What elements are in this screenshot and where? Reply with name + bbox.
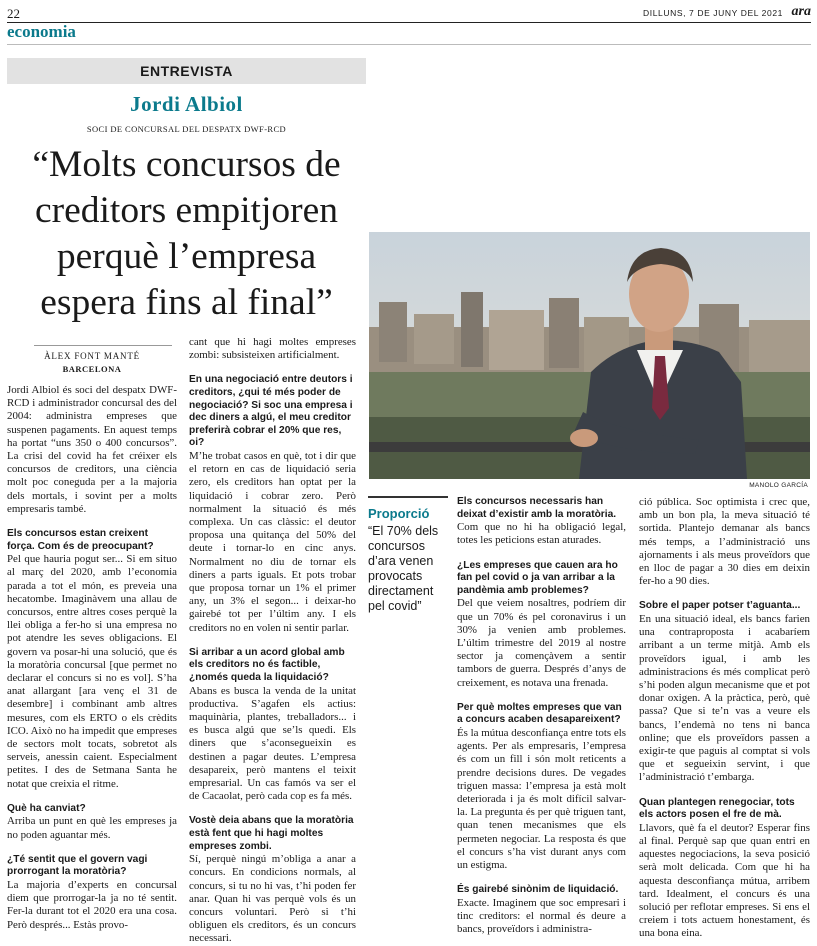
question: ¿Té sentit que el govern vagi prorrogant la moratòria? (7, 853, 148, 878)
answer: Arriba un punt en què les empreses ja no poden aguantar més. (7, 815, 177, 841)
question: Què ha canviat? (7, 802, 86, 814)
answer: Exacte. Imaginem que soc empresari i tinc creditors: el normal és deure a bancs, proveïdors i administra- (457, 896, 626, 936)
answer: La majoria d’experts en concursal diem que prorrogar-la ja no té sentit. Fer-la durant tot el 2020 era una cosa. Però després... Estàs provo- (7, 879, 177, 931)
question: Per què moltes empreses que van a concurs acaben desapareixent? (457, 701, 622, 726)
interview-label: ENTREVISTA (7, 58, 366, 84)
question: Els concursos necessaris han deixat d’existir amb la moratòria. (457, 496, 617, 520)
question: És gairebé sinònim de liquidació. (457, 884, 619, 896)
pull-quote-text: “El 70% dels concursos d’ara venen provocats directament pel covid” (368, 524, 439, 613)
question: Si arribar a un acord global amb els creditors no és factible, ¿només queda la liquidació? (189, 646, 345, 683)
text-column-1 (7, 384, 177, 932)
date-line: DILLUNS, 7 DE JUNY DEL 2021 (643, 8, 783, 18)
text-column-4 (639, 496, 810, 941)
answer: En una situació ideal, els bancs farien una contraproposta i acabaríem arribant a un terme mitjà. Amb els proveïdors igual, i amb les administracions és més complicat però s’hi poden algun mecanisme que et pot donar oxigen. A la pràctica, però, què passa? Que si te’n vas a veure els bancs, l’endemà no tens ni banca online; que els proveïdors passen a exigir-te que paguis al comptat si vols que et segueixin servint, i que l’administració t’embarga. (639, 613, 810, 784)
answer: Sí, perquè ningú m’obliga a anar a concurs. En condicions normals, al concurs, si tu no hi vas, t’hi poden fer anar. Quan hi vas perquè vols és un concurs voluntari. Però si t’hi obliguen els creditors, és un concurs necessari. (189, 853, 356, 945)
text-column-2 (189, 336, 356, 946)
interviewee-role: SOCI DE CONCURSAL DEL DESPATX DWF-RCD (86, 124, 287, 134)
answer: Com que no hi ha obligació legal, totes les peticions estan aturades. (457, 521, 626, 547)
question: Sobre el paper potser t’aguanta... (639, 600, 801, 612)
byline-rule (34, 345, 172, 346)
text-column-3 (457, 496, 626, 936)
photo-illustration (369, 232, 810, 479)
answer: M’he trobat casos en què, tot i dir que el retorn en cas de liquidació seria zero, els creditors han optat per la liquidació i cobrar zero. Però normalment la situació és més complexa. Un cas clàssic: el deutor proposa una quitança del 50% del deute i tornar-lo en cinc anys. Normalment no diu de tornar els diners a parts iguals. Et pots trobar que proposa tornar un 1% el primer any, un 3% el segon... i deixar-ho gairebé tot per l’últim any. I els creditors no en volen ni sentir parlar. (189, 449, 356, 634)
interviewee-name: Jordi Albiol (130, 92, 243, 116)
pull-quote (368, 496, 448, 614)
section-title: economia (7, 22, 76, 41)
interviewee-photo (369, 232, 810, 479)
intro-paragraph: Jordi Albiol és soci del despatx DWF-RCD i administrador concursal des del 2004: administra empreses que suspenen pagaments. En aquest temps ha portat “uns 350 o 400 concursos”. La crisi del covid ha fet créixer els concursos de creditors, una ciència molt poc coneguda per a la majoria dels mortals, i sovint per a molts empresaris també. (7, 384, 177, 515)
page-number: 22 (7, 6, 20, 21)
header-rule (7, 22, 811, 23)
question: ¿Les empreses que cauen ara ho fan pel covid o ja van arribar a la pandèmia amb problemes? (457, 559, 618, 596)
byline-place: BARCELONA (62, 364, 122, 374)
byline-author: ÀLEX FONT MANTÉ (44, 351, 140, 361)
answer: Llavors, què fa el deutor? Esperar fins al final. Perquè sap que quan entri en aquestes negociacions, la seva posició serà molt delicada. Com que hi ha aquesta desconfiança mútua, arribem tard. Idealment, el concurs és una solució per reflotar empreses. Si ens el creiem i tots actuem honestament, és una bona eina. (639, 821, 810, 940)
answer: Pel que hauria pogut ser... Si em situo al març del 2020, amb l’economia parada a tot el món, es preveia una hecatombe. Imaginàvem una allau de concursos, entre altres coses perquè la llei obliga a fer-ho si una empresa no pot atendre les seves obligacions. El govern va posar-hi una solució, que és la moratòria concursal [que permet no declarar el concurs si no es vol]. S’ha anat allargant [ara venç el 31 de desembre] i combinant amb altres mesures, com els ERTO o els crèdits ICO. Això no ha impedit que empreses de sectors molt tocats, sobretot als serveis, anessin caient. Especialment petites. I des de Setmana Santa he notat que creixia el ritme. (7, 553, 177, 790)
headline: “Molts concursos de creditors empitjoren perquè l’empresa espera fins al final” (32, 144, 341, 323)
brand-logo: ara (791, 4, 811, 19)
answer-continued: ció pública. Soc optimista i crec que, amb un bon pla, la meva situació té sortida. Plantejo demanar als bancs més temps, a l’administració uns ajornaments i als meus proveïdors que en lloc de pagar a 30 dies em deixin fer-ho a 90 dies. (639, 496, 810, 588)
question: Quan plantegen renegociar, tots els actors posen el fre de mà. (639, 796, 795, 821)
answer: Del que veiem nosaltres, podríem dir que un 70% és pel coronavirus i un 30% ja venien amb problemes. L’últim trimestre del 2019 al nostre sector ja començàvem a sentir tambors de guerra. Després d’anys de creixement, es notava una frenada. (457, 597, 626, 689)
answer: És la mútua desconfiança entre tots els agents. Per als empresaris, l’empresa és com un fill i són molt reticents a prendre decisions dures. De vegades triguen massa: l’empresa ja està molt deteriorada i ja és molt difícil salvar-la. La pregunta és per què triguen tant, quan tenen mecanismes que els permeten negociar. La resposta és que el concurs s’ha vist durant anys com un estigma. (457, 726, 626, 872)
photo-credit: MANOLO GARCÍA (749, 482, 808, 489)
pull-quote-title: Proporció (368, 506, 430, 521)
section-rule (7, 44, 811, 45)
question: Vostè deia abans que la moratòria està fent que hi hagi moltes empreses zombi. (189, 815, 354, 852)
question: Els concursos estan creixent força. Com és de preocupant? (7, 528, 154, 552)
question: En una negociació entre deutors i creditors, ¿qui té més poder de negociació? Si soc una empresa i dec diners a algú, el meu creditor preferirà cobrar el 20% que res, oi? (189, 374, 353, 449)
answer: Abans es busca la venda de la unitat productiva. S’agafen els actius: maquinària, plantes, treballadors... i es busca algú que se’ls quedi. Els diners que s’aconsegueixin es destinen a pagar deutes. L’empresa desapareix, però mantens el teixit empresarial. Un cas famós va ser el de Cacaolat, però cada cop es fa més. (189, 684, 356, 803)
answer-continued: cant que hi hagi moltes empreses zombi: subsisteixen artificialment. (189, 336, 356, 362)
